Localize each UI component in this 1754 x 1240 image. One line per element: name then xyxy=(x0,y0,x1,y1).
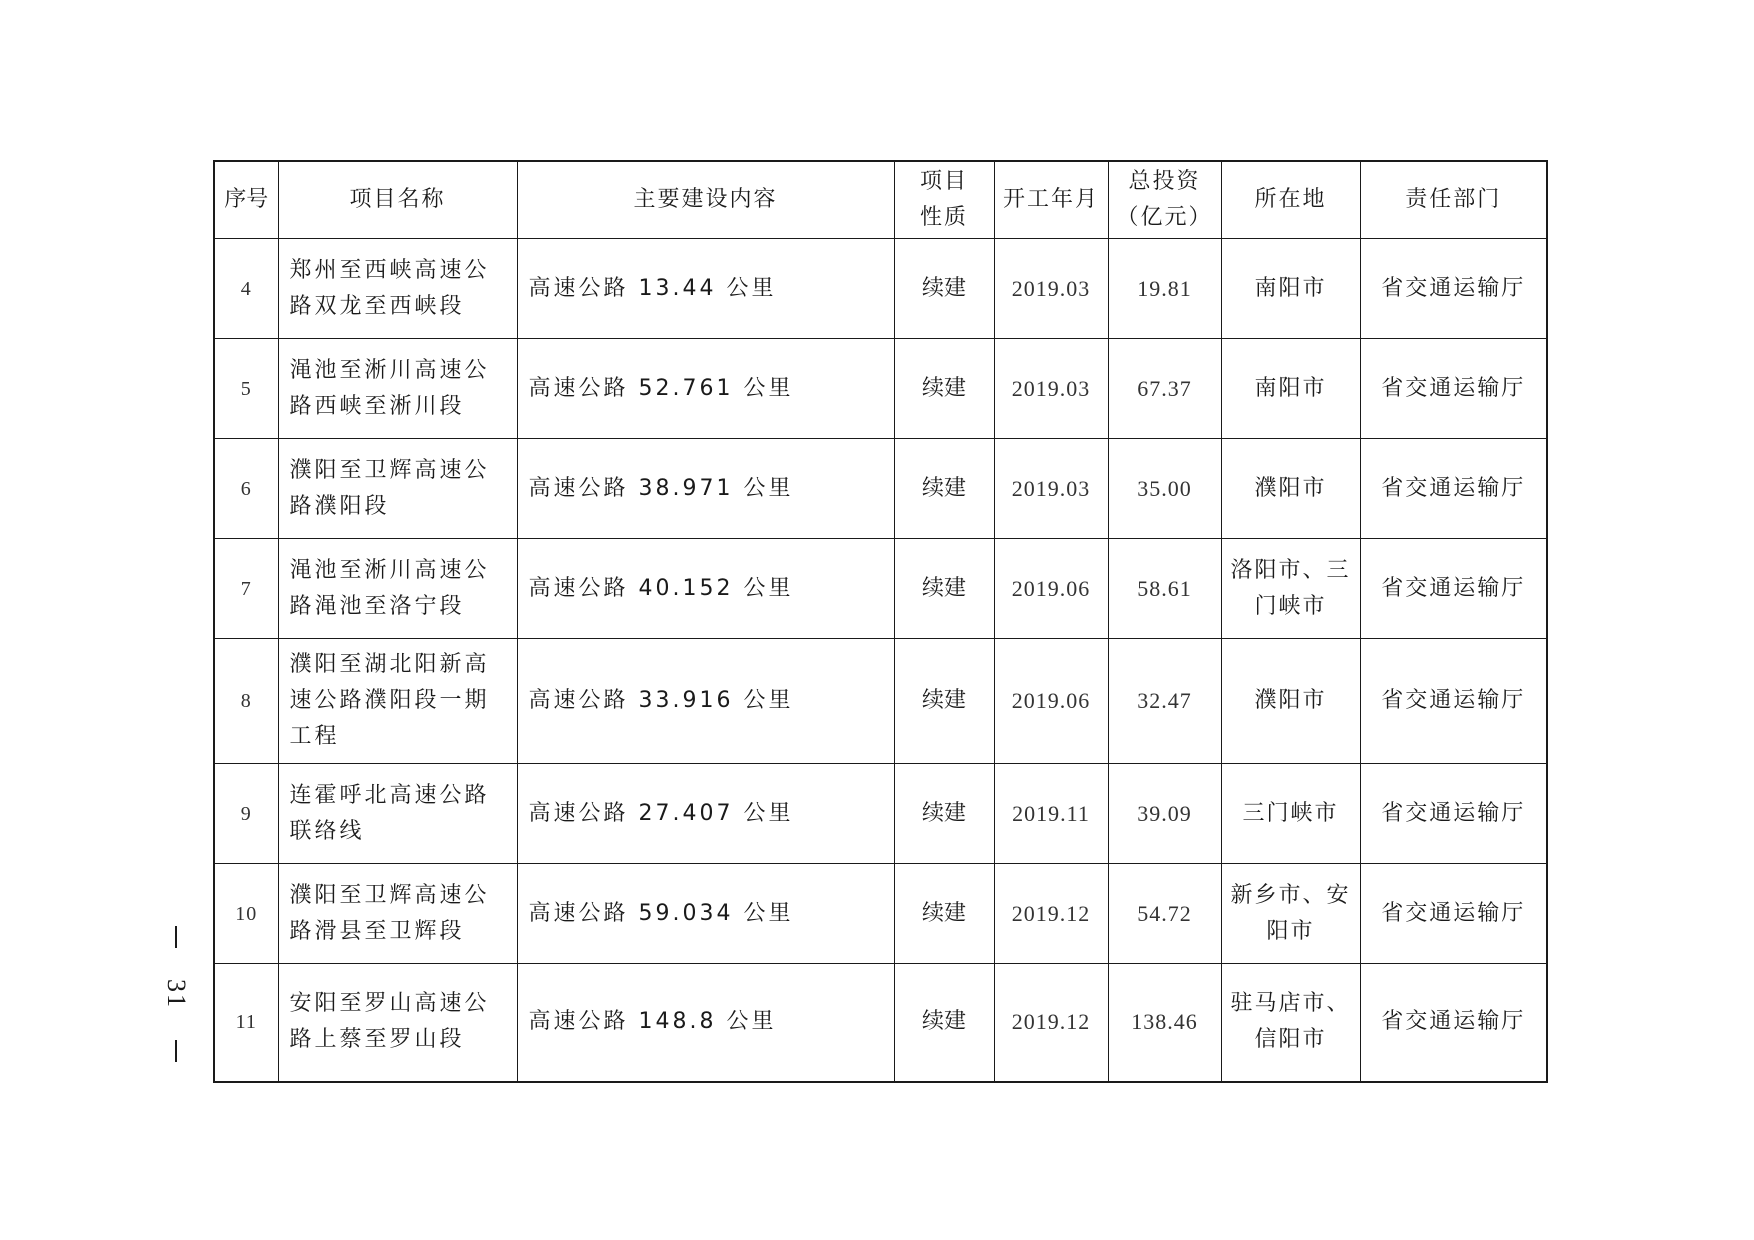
cell-dept: 省交通运输厅 xyxy=(1360,964,1547,1082)
header-investment xyxy=(1108,161,1221,239)
table-row xyxy=(214,539,1547,639)
cell-nature: 续建 xyxy=(894,864,994,964)
header-nature-line1: 项目 xyxy=(919,169,968,194)
cell-location: 濮阳市 xyxy=(1221,639,1360,764)
cell-dept: 省交通运输厅 xyxy=(1360,439,1547,539)
cell-name: 濮阳至卫辉高速公路滑县至卫辉段 xyxy=(278,864,517,964)
cell-content: 高速公路 52.761 公里 xyxy=(517,339,894,439)
cell-investment: 67.37 xyxy=(1108,339,1221,439)
cell-location: 三门峡市 xyxy=(1221,764,1360,864)
cell-no: 6 xyxy=(214,439,278,539)
cell-investment: 19.81 xyxy=(1108,239,1221,339)
cell-investment: 39.09 xyxy=(1108,764,1221,864)
cell-content: 高速公路 148.8 公里 xyxy=(517,964,894,1082)
page-number-dash-bottom xyxy=(175,1040,177,1062)
cell-investment: 54.72 xyxy=(1108,864,1221,964)
cell-start: 2019.03 xyxy=(994,439,1108,539)
cell-location: 南阳市 xyxy=(1221,339,1360,439)
cell-dept: 省交通运输厅 xyxy=(1360,864,1547,964)
cell-dept: 省交通运输厅 xyxy=(1360,539,1547,639)
header-dept: 责任部门 xyxy=(1360,161,1547,239)
cell-content: 高速公路 33.916 公里 xyxy=(517,639,894,764)
cell-name: 连霍呼北高速公路联络线 xyxy=(278,764,517,864)
table-row xyxy=(214,864,1547,964)
cell-investment: 58.61 xyxy=(1108,539,1221,639)
cell-start: 2019.03 xyxy=(994,239,1108,339)
cell-name: 渑池至淅川高速公路渑池至洛宁段 xyxy=(278,539,517,639)
cell-content: 高速公路 27.407 公里 xyxy=(517,764,894,864)
cell-content: 高速公路 13.44 公里 xyxy=(517,239,894,339)
page-number xyxy=(154,926,198,1062)
table-header xyxy=(214,161,1547,239)
cell-no: 7 xyxy=(214,539,278,639)
cell-no: 9 xyxy=(214,764,278,864)
cell-content: 高速公路 59.034 公里 xyxy=(517,864,894,964)
cell-start: 2019.06 xyxy=(994,639,1108,764)
cell-name: 郑州至西峡高速公路双龙至西峡段 xyxy=(278,239,517,339)
header-content: 主要建设内容 xyxy=(517,161,894,239)
cell-start: 2019.11 xyxy=(994,764,1108,864)
cell-start: 2019.06 xyxy=(994,539,1108,639)
cell-investment: 35.00 xyxy=(1108,439,1221,539)
header-no: 序号 xyxy=(214,161,278,239)
header-nature xyxy=(894,161,994,239)
cell-nature: 续建 xyxy=(894,639,994,764)
cell-start: 2019.12 xyxy=(994,864,1108,964)
cell-location: 驻马店市、信阳市 xyxy=(1221,964,1360,1082)
cell-location: 新乡市、安阳市 xyxy=(1221,864,1360,964)
cell-no: 10 xyxy=(214,864,278,964)
cell-start: 2019.12 xyxy=(994,964,1108,1082)
cell-dept: 省交通运输厅 xyxy=(1360,639,1547,764)
cell-investment: 138.46 xyxy=(1108,964,1221,1082)
cell-nature: 续建 xyxy=(894,539,994,639)
cell-content: 高速公路 40.152 公里 xyxy=(517,539,894,639)
cell-nature: 续建 xyxy=(894,964,994,1082)
page-number-text: 31 xyxy=(162,979,191,1009)
cell-name: 渑池至淅川高速公路西峡至淅川段 xyxy=(278,339,517,439)
cell-location: 洛阳市、三门峡市 xyxy=(1221,539,1360,639)
cell-name: 安阳至罗山高速公路上蔡至罗山段 xyxy=(278,964,517,1082)
header-name: 项目名称 xyxy=(278,161,517,239)
cell-no: 8 xyxy=(214,639,278,764)
cell-location: 南阳市 xyxy=(1221,239,1360,339)
cell-dept: 省交通运输厅 xyxy=(1360,239,1547,339)
header-start: 开工年月 xyxy=(994,161,1108,239)
table-row xyxy=(214,964,1547,1082)
header-investment-line2: （亿元） xyxy=(1116,205,1213,230)
cell-no: 11 xyxy=(214,964,278,1082)
project-table xyxy=(213,160,1548,1083)
cell-name: 濮阳至湖北阳新高速公路濮阳段一期工程 xyxy=(278,639,517,764)
cell-nature: 续建 xyxy=(894,764,994,864)
cell-name: 濮阳至卫辉高速公路濮阳段 xyxy=(278,439,517,539)
header-location: 所在地 xyxy=(1221,161,1360,239)
table-row xyxy=(214,639,1547,764)
page-number-dash-top xyxy=(175,926,177,948)
cell-nature: 续建 xyxy=(894,339,994,439)
cell-dept: 省交通运输厅 xyxy=(1360,764,1547,864)
cell-start: 2019.03 xyxy=(994,339,1108,439)
cell-no: 4 xyxy=(214,239,278,339)
cell-dept: 省交通运输厅 xyxy=(1360,339,1547,439)
header-row xyxy=(214,161,1547,239)
cell-content: 高速公路 38.971 公里 xyxy=(517,439,894,539)
cell-nature: 续建 xyxy=(894,439,994,539)
table-row xyxy=(214,239,1547,339)
cell-nature: 续建 xyxy=(894,239,994,339)
cell-investment: 32.47 xyxy=(1108,639,1221,764)
header-investment-line1: 总投资 xyxy=(1128,169,1201,194)
table-row xyxy=(214,764,1547,864)
header-nature-line2: 性质 xyxy=(919,205,968,230)
table-row xyxy=(214,439,1547,539)
table-body xyxy=(214,239,1547,1082)
cell-location: 濮阳市 xyxy=(1221,439,1360,539)
cell-no: 5 xyxy=(214,339,278,439)
table-row xyxy=(214,339,1547,439)
